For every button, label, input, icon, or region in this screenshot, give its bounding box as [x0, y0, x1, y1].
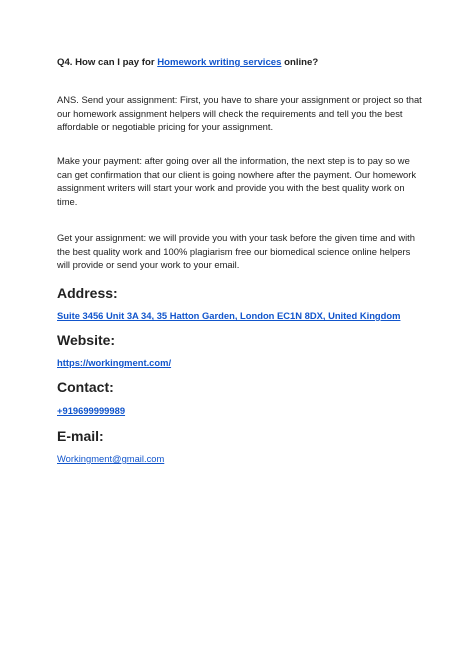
- question-title: [57, 56, 422, 69]
- email-heading: E-mail:: [57, 428, 104, 444]
- question-suffix: online?: [281, 57, 319, 68]
- answer-paragraph-send: ANS. Send your assignment: First, you have to share your assignment or project so that our homework assignment helpers will check the requirements and tell you the best affordable or negotiable pricing for your assignment.: [57, 94, 422, 132]
- address-link[interactable]: Suite 3456 Unit 3A 34, 35 Hatton Garden, London EC1N 8DX, United Kingdom: [57, 310, 401, 321]
- contact-heading: Contact:: [57, 379, 114, 395]
- homework-writing-services-link[interactable]: Homework writing services: [157, 57, 282, 68]
- phone-link[interactable]: +919699999989: [57, 405, 126, 416]
- website-heading: Website:: [57, 332, 116, 348]
- answer-paragraph-get: Get your assignment: we will provide you with your task before the given time and with the best quality work and 100% plagiarism free our biomedical science online helpers will provide or send your work to your email.: [57, 232, 415, 270]
- website-link[interactable]: https://workingment.com/: [57, 357, 172, 368]
- question-prefix: Q4. How can I pay for: [57, 57, 158, 68]
- email-link[interactable]: Workingment@gmail.com: [57, 453, 165, 464]
- answer-paragraph-payment: Make your payment: after going over all the information, the next step is to pay so we can get confirmation that our client is going nowhere after the payment. Our homework assignment writers will start your work and provide you with the best quality work on time.: [57, 155, 417, 207]
- address-heading: Address:: [57, 285, 118, 301]
